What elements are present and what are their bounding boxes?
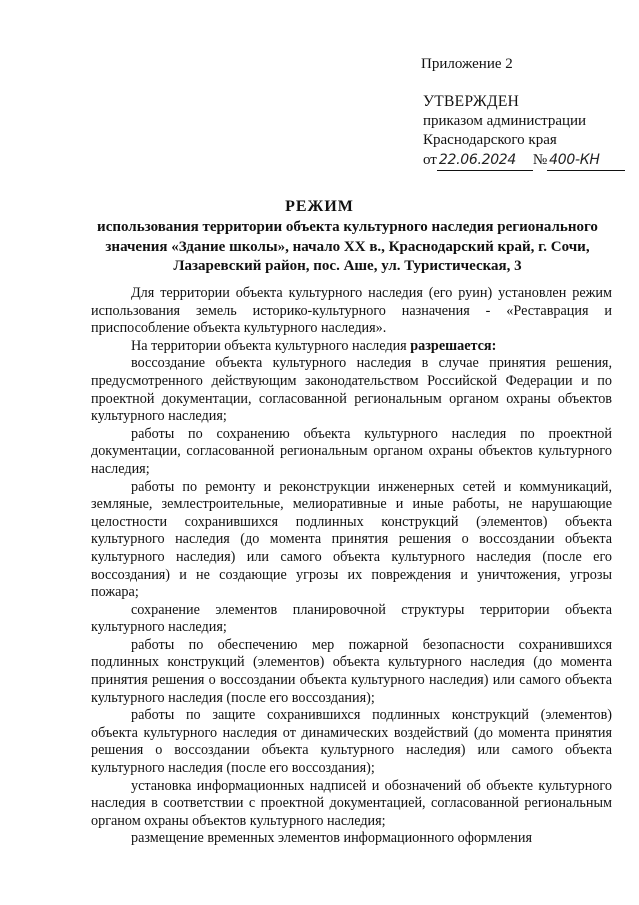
order-line-2: Краснодарского края (423, 132, 557, 148)
approval-block (423, 92, 625, 171)
appendix-label: Приложение 2 (421, 56, 513, 72)
allowed-bold-text: разрешается: (410, 337, 497, 354)
document-body (91, 285, 612, 848)
order-date-number-line (423, 151, 625, 172)
date-prefix: от (423, 151, 437, 168)
document-subtitle: использования территории объекта культурного наследия регионального значения «Здание школы», начало XX в., Краснодарский край, г. Сочи, Лазаревский район, пос. Аше, ул. Туристическая, 3 (97, 219, 598, 274)
list-item: воссоздание объекта культурного наследия в случае принятия решения, предусмотренного действующим законодательством Российской Федерации и по проектной документации, согласованной региональным органом охраны объектов культурного наследия; (91, 355, 612, 425)
paragraph-allowed-intro (91, 338, 612, 356)
list-item: работы по ремонту и реконструкции инженерных сетей и коммуникаций, земляные, землестроительные, мелиоративные и иные работы, не нарушающие целостности сохранившихся подлинных конструкций (элементов) объекта культурного наследия (до момента принятия решения о воссоздании объекта культурного наследия) или самого объекта культурного наследия (после его воссоздания) и не создающие угрозы их повреждения и уничтожения, угрозы пожара; (91, 478, 612, 601)
approved-heading: УТВЕРЖДЕН (423, 93, 520, 110)
list-item: работы по защите сохранившихся подлинных конструкций (элементов) объекта культурного наследия от динамических воздействий (до момента принятия решения о воссоздании объекта культурного наследия) или самого объекта культурного наследия (после его воссоздания); (91, 707, 612, 777)
paragraph-regime: Для территории объекта культурного наследия (его руин) установлен режим использования земель историко-культурного назначения - «Реставрация и приспособление объекта культурного наследия». (91, 285, 612, 337)
document-title: РЕЖИМ (285, 198, 354, 215)
list-item: работы по обеспечению мер пожарной безопасности сохранившихся подлинных конструкций (элементов) объекта культурного наследия (до момента принятия решения о воссоздании объекта культурного наследия) или самого объекта культурного наследия (после его воссоздания); (91, 636, 612, 706)
order-line-1: приказом администрации (423, 112, 587, 129)
list-item: сохранение элементов планировочной структуры территории объекта культурного наследия; (91, 601, 612, 636)
list-item: размещение временных элементов информационного оформления (131, 830, 532, 847)
number-prefix: № (532, 151, 548, 168)
list-item: установка информационных надписей и обозначений об объекте культурного наследия в соответствии с проектной документацией, согласованной региональным органом охраны объектов культурного наследия; (91, 777, 612, 829)
list-item: работы по сохранению объекта культурного наследия по проектной документации, согласованной региональным органом охраны объектов культурного наследия; (91, 425, 612, 477)
allowed-intro-text: На территории объекта культурного наследия (131, 337, 407, 354)
handwritten-number: 400-КН (547, 151, 625, 172)
handwritten-date: 22.06.2024 (437, 151, 533, 172)
